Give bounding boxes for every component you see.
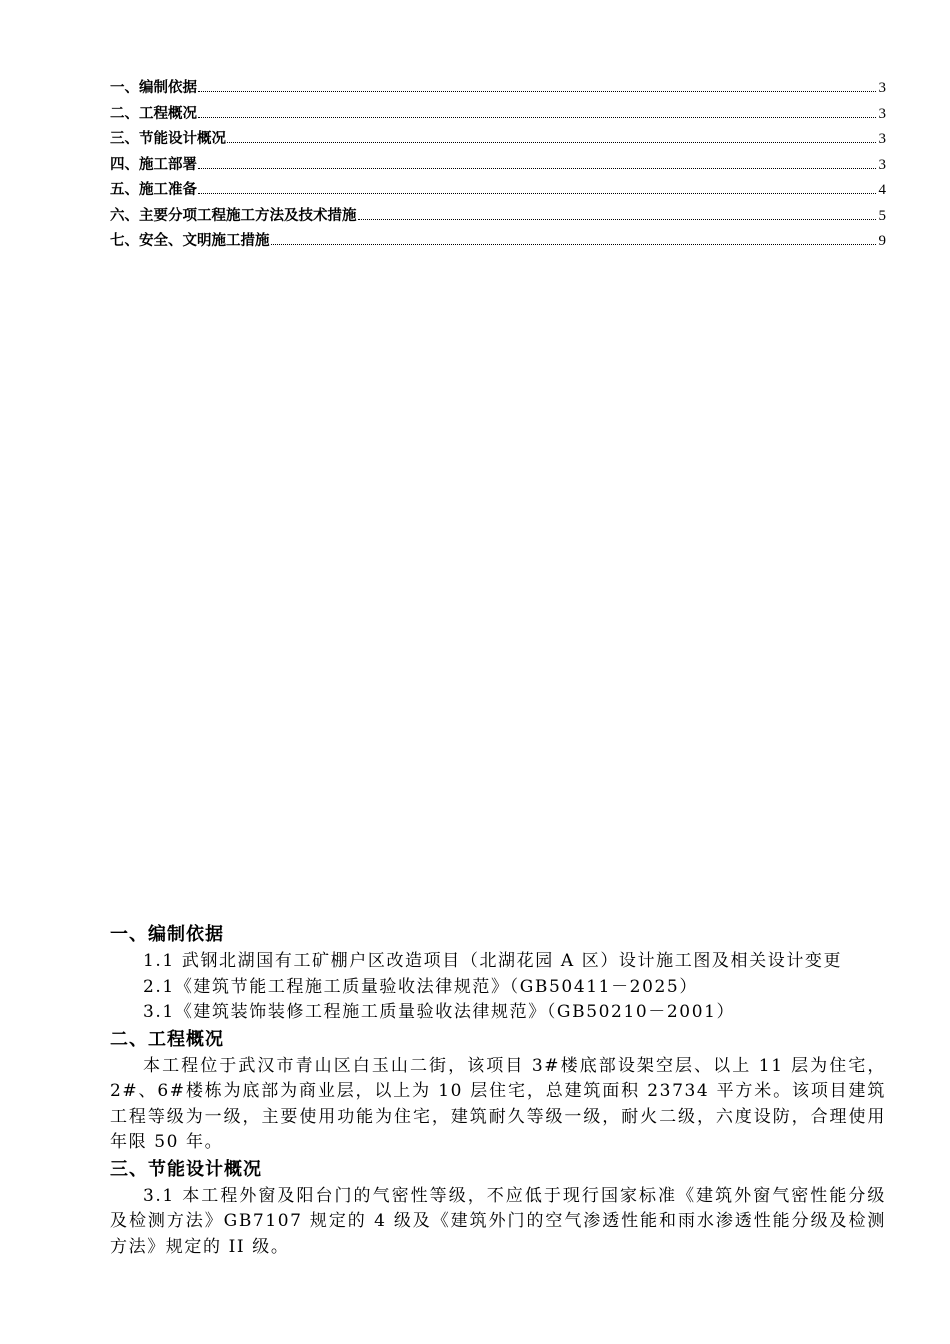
toc-leader-dots (358, 219, 877, 220)
toc-leader-dots (198, 193, 876, 194)
toc-entry-page: 3 (878, 156, 886, 173)
toc-entry-page: 3 (878, 105, 886, 122)
toc-entry-label: 四、施工部署 (110, 156, 197, 173)
document-body (110, 921, 886, 1260)
toc-leader-dots (198, 91, 876, 92)
toc-entry-overview[interactable] (110, 102, 886, 128)
toc-entry-label: 一、编制依据 (110, 80, 197, 96)
toc-entry-label: 三、节能设计概况 (110, 131, 226, 147)
section-heading-energy-design: 三、节能设计概况 (110, 1158, 262, 1180)
toc-leader-dots (198, 117, 876, 118)
toc-entry-energy-design[interactable] (110, 127, 886, 153)
toc-entry-deployment[interactable] (110, 153, 886, 179)
toc-entry-safety[interactable] (110, 229, 886, 255)
overview-paragraph: 本工程位于武汉市青山区白玉山二街，该项目 3#楼底部设架空层、以上 11 层为住宅，2#、6#楼栋为底部为商业层，以上为 10 层住宅，总建筑面积 23734 平方米。该项目建筑工程等级为一级，主要使用功能为住宅，建筑耐久等级一级，耐火二级，六度设防，合理使用年限 50 年。 (110, 1055, 886, 1152)
toc-entry-label: 六、主要分项工程施工方法及技术措施 (110, 207, 357, 224)
toc-entry-page: 3 (878, 80, 886, 96)
toc-entry-preparation[interactable] (110, 178, 886, 204)
toc-entry-label: 五、施工准备 (110, 182, 197, 198)
toc-entry-methods[interactable] (110, 204, 886, 230)
toc-entry-page: 5 (878, 207, 886, 224)
toc-leader-dots (227, 142, 876, 143)
basis-item-1: 1.1 武钢北湖国有工矿棚户区改造项目（北湖花园 A 区）设计施工图及相关设计变更 (143, 951, 843, 971)
table-of-contents (110, 76, 886, 255)
toc-entry-label: 七、安全、文明施工措施 (110, 233, 270, 249)
toc-entry-page: 9 (878, 233, 886, 249)
toc-leader-dots (271, 244, 877, 245)
section-heading-basis: 一、编制依据 (110, 924, 224, 945)
toc-entry-page: 3 (878, 131, 886, 147)
toc-entry-basis[interactable] (110, 76, 886, 102)
toc-entry-page: 4 (878, 182, 886, 198)
toc-entry-label: 二、工程概况 (110, 105, 197, 122)
energy-design-paragraph: 3.1 本工程外窗及阳台门的气密性等级，不应低于现行国家标准《建筑外窗气密性能分级及检测方法》GB7107 规定的 4 级及《建筑外门的空气渗透性能和雨水渗透性能分级及检测方法》规定的 II 级。 (110, 1185, 886, 1257)
basis-item-3: 3.1《建筑装饰装修工程施工质量验收法律规范》（GB50210－2001） (143, 1002, 736, 1022)
section-heading-overview: 二、工程概况 (110, 1028, 224, 1050)
toc-leader-dots (198, 168, 876, 169)
basis-item-2: 2.1《建筑节能工程施工质量验收法律规范》（GB50411－2025） (143, 976, 698, 997)
